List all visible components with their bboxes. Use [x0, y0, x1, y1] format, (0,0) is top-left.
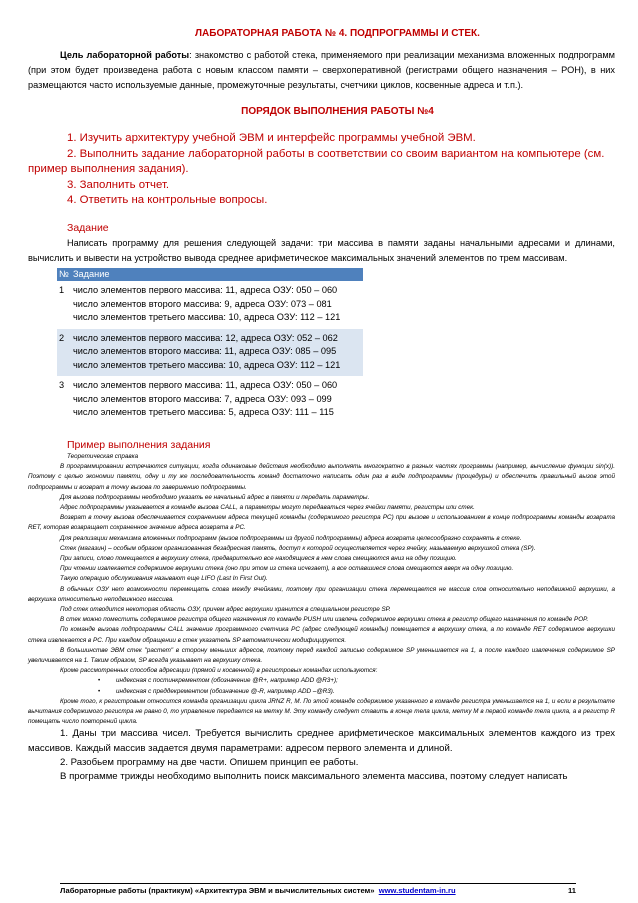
table-header-row — [57, 268, 363, 282]
example-heading: Пример выполнения задания — [67, 438, 211, 451]
footer-link[interactable]: www.studentam-in.ru — [378, 886, 456, 895]
table-row — [57, 376, 363, 424]
task-text: Написать программу для решения следующей задачи: три массива в памяти заданы начальными адресами и длинами, вычислить и вывести на устройство вывода среднее арифметическое максимальных значений элементов по трем массивам. — [28, 237, 615, 263]
bullet-text: индексная с постинкрементом (обозначение @R+, например ADD @R3+); — [116, 677, 338, 685]
theory-paragraph: По команде вызова подпрограммы CALL значение программного счетчика PC (адрес следующей команды) помещается в верхушку стека, а по команде RET содержимое верхушки стека извлекается в PC. При каждом обращении в стек указатель SP автоматически модифицируется. — [28, 626, 615, 644]
row-line: число элементов второго массива: 7, адреса ОЗУ: 093 – 099 — [73, 393, 332, 404]
solution-paragraph: В программе трижды необходимо выполнить поиск максимального элемента массива, поэтому следует написать — [60, 771, 568, 783]
theory-paragraph: В стек можно поместить содержимое регистра общего назначения по команде PUSH или извлечь содержимое верхушки стека в регистр общего назначения по команде POP. — [60, 616, 589, 624]
row-lines — [71, 281, 363, 329]
row-num: 2 — [57, 329, 71, 377]
theory-paragraph: Кроме рассмотренных способов адресации (прямой и косвенной) в регистровых командах используются: — [60, 667, 378, 675]
document-page — [28, 28, 616, 785]
theory-paragraph: Для реализации механизма вложенных подпрограмм (вызов подпрограммы из другой подпрограммы) адреса возврата целесообразно сохранять в стеке. — [60, 534, 522, 542]
row-lines — [71, 376, 363, 424]
row-line: число элементов третьего массива: 10, адреса ОЗУ: 112 – 121 — [73, 359, 341, 370]
bullet-item — [28, 676, 615, 686]
row-lines — [71, 329, 363, 377]
row-num: 3 — [57, 376, 71, 424]
row-line: число элементов второго массива: 11, адреса ОЗУ: 085 – 095 — [73, 346, 337, 357]
header-num: № — [57, 268, 71, 282]
footer-title: Лабораторные работы (практикум) «Архитектура ЭВМ и вычислительных систем» — [60, 886, 375, 895]
steps-list — [28, 131, 615, 209]
theory-paragraph: Кроме того, к регистровым относится команда организации цикла JRNZ R, M. По этой команде содержимое указанного в команде регистра уменьшается на 1, и если в результате вычитания содержимого регистра не равно 0, то управление передается на метку M. Эту команду следует ставить в конце тела цикла, метку M в первой команде тела цикла, а в регистр R помещать число повторений цикла. — [28, 697, 615, 726]
solution-text — [28, 727, 615, 784]
step-1: 1. Изучить архитектуру учебной ЭВМ и интерфейс программы учебной ЭВМ. — [67, 132, 476, 144]
theory-paragraph: Адрес подпрограммы указывается в команде вызова CALL, а параметры могут передаваться через ячейки памяти, регистры или стек. — [60, 503, 475, 511]
theory-paragraph: Возврат в точку вызова обеспечивается сохранением адреса текущей команды (содержимого регистра PC) при вызове и использованием в конце подпрограммы команды возврата RET, которая возвращает сохраненное значение адреса возврата в PC. — [28, 514, 615, 532]
row-num: 1 — [57, 281, 71, 329]
footer-text — [60, 886, 456, 895]
theory-paragraph: Такую операцию обслуживания называют еще LIFO (Last In First Out). — [60, 575, 268, 583]
theory-paragraph: При записи, слово помещается в верхушку стека, предварительно все находящиеся в нем слова смещаются вниз на одну позицию. — [60, 555, 457, 562]
theory-paragraph: В программировании встречаются ситуации, когда одинаковые действия необходимо выполнять многократно в разных частях программы (например, вычисление функции sin(x)). Поэтому с целью экономии памяти, одну и ту же последовательность команд достаточно написать один раз в виде подпрограммы (процедуры) и обеспечить правильный вызов этой подпрограммы и возврат в точку вызова по завершению подпрограммы. — [28, 463, 615, 491]
table-row — [57, 329, 363, 377]
doc-title: ЛАБОРАТОРНАЯ РАБОТА № 4. ПОДПРОГРАММЫ И СТЕК. — [195, 28, 480, 39]
task-heading: Задание — [67, 221, 109, 234]
reference-title: Теоретическая справка — [67, 452, 139, 460]
row-line: число элементов третьего массива: 10, адреса ОЗУ: 112 – 121 — [73, 312, 341, 323]
page-number: 11 — [567, 886, 576, 895]
row-line: число элементов первого массива: 11, адреса ОЗУ: 050 – 060 — [73, 285, 338, 296]
goal-label: Цель лабораторной работы — [60, 50, 190, 60]
bullet-dot-icon: • — [98, 677, 101, 685]
page-footer — [60, 883, 576, 895]
table-row — [57, 281, 363, 329]
bullet-item — [28, 687, 615, 697]
theory-paragraph: При чтении извлекается содержимое верхушки стека (оно при этом из стека исчезает), а все оставшиеся слова смещаются вверх на одну позицию. — [60, 565, 514, 573]
step-3: 3. Заполнить отчет. — [67, 178, 170, 191]
theory-reference — [28, 452, 615, 727]
theory-paragraph: Под стек отводится некоторая область ОЗУ, причем адрес верхушки хранится в специальном регистре SP. — [60, 606, 391, 614]
theory-paragraph: Стек (магазин) – особым образом организованная безадресная память, доступ к которой осуществляется через ячейку, называемую верхушкой стека (SP). — [60, 544, 536, 552]
step-4: 4. Ответить на контрольные вопросы. — [67, 194, 268, 207]
theory-paragraph: В большинстве ЭВМ стек "растет" в сторону меньших адресов, поэтому перед каждой записью содержимое SP уменьшается на 1, а после каждого извлечения содержимое SP увеличивается на 1. Таким образом, SP всегда указывает на верхушку стека. — [28, 646, 615, 665]
step-2: 2. Выполнить задание лабораторной работы в соответствии со своим вариантом на компьютере (см. пример выполнения задания). — [28, 147, 605, 176]
solution-paragraph: 1. Даны три массива чисел. Требуется вычислить среднее арифметическое максимальных элементов каждого из трех массивов. Каждый массив задается двумя параметрами: адресом первого элемента и длиной. — [28, 728, 615, 754]
theory-paragraph: Для вызова подпрограммы необходимо указать ее начальный адрес в памяти и передать параметры. — [60, 493, 370, 501]
row-line: число элементов первого массива: 12, адреса ОЗУ: 052 – 062 — [73, 332, 338, 343]
bullet-text: индексная с преддекрементом (обозначение @-R, например ADD –@R3). — [116, 687, 335, 695]
goal-paragraph — [28, 48, 615, 93]
row-line: число элементов третьего массива: 5, адреса ОЗУ: 111 – 115 — [73, 407, 334, 418]
header-task: Задание — [71, 268, 363, 282]
row-line: число элементов второго массива: 9, адреса ОЗУ: 073 – 081 — [73, 298, 332, 309]
bullet-dot-icon: • — [98, 687, 101, 695]
variants-table — [57, 268, 363, 424]
order-title: ПОРЯДОК ВЫПОЛНЕНИЯ РАБОТЫ №4 — [241, 106, 434, 117]
goal-text: : знакомство с работой стека, применяемого при реализации механизма вложенных подпрограмм (при этом будет произведена работа с новым классом памяти – сверхоперативной (регистрами общего назначения – РОН), в них размещаются часто используемые данные, промежуточные результаты, счетчики циклов, косвенные адреса и т.п.). — [28, 50, 616, 90]
row-line: число элементов первого массива: 11, адреса ОЗУ: 050 – 060 — [73, 380, 338, 391]
theory-paragraph: В обычных ОЗУ нет возможности перемещать слова между ячейками, поэтому при организации стека перемещается не массив слов относительно неподвижной верхушки, а верхушка относительно неподвижного массива. — [28, 585, 615, 603]
solution-paragraph: 2. Разобьем программу на две части. Опишем принцип ее работы. — [60, 757, 359, 769]
